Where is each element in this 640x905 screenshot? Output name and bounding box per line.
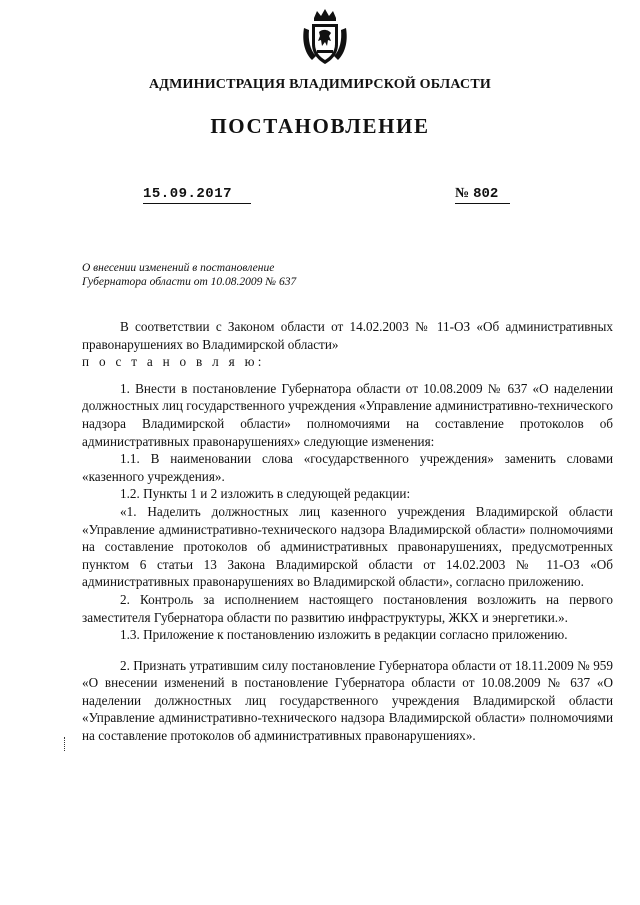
decree-word: п о с т а н о в л я ю: — [82, 354, 265, 370]
document-subject — [82, 261, 402, 289]
paragraph-1-2: 1.2. Пункты 1 и 2 изложить в следующей редакции: — [120, 486, 411, 502]
paragraph-1: 1. Внести в постановление Губернатора области от 10.08.2009 № 637 «О наделении должностных лиц государственного учреждения «Управление административно-технического надзора Владимирской области» полномочиями на составление протоколов об административных правонарушениях» следующие изменения: — [82, 380, 613, 449]
document-date: 15.09.2017 — [143, 186, 251, 204]
subject-line-2: Губернатора области от 10.08.2009 № 637 — [82, 276, 297, 288]
number-value: 802 — [473, 186, 499, 202]
document-body — [82, 318, 613, 745]
preamble-paragraph: В соответствии с Законом области от 14.02.2003 № 11-ОЗ «Об административных правонарушениях во Владимирской области» — [82, 319, 613, 352]
paragraph-1-3: 1.3. Приложение к постановлению изложить в редакции согласно приложению. — [120, 627, 568, 643]
subject-line-1: О внесении изменений в постановление — [82, 262, 275, 274]
margin-mark — [64, 737, 67, 751]
quoted-paragraph-1: «1. Наделить должностных лиц казенного учреждения Владимирской области «Управление административно-технического надзора Владимирской области» полномочиями на составление протоколов об административных правонарушениях, предусмотренных пунктом 6 статьи 13 Закона Владимирской области от 14.02.2003 № 11-ОЗ «Об административных правонарушениях во Владимирской области», согласно приложению. — [82, 503, 613, 590]
coat-of-arms-icon — [300, 8, 350, 68]
number-sign: № — [455, 186, 470, 201]
organization-name: АДМИНИСТРАЦИЯ ВЛАДИМИРСКОЙ ОБЛАСТИ — [148, 77, 491, 92]
paragraph-1-1: 1.1. В наименовании слова «государственного учреждения» заменить словами «казенного учреждения». — [82, 451, 613, 484]
document-type-title: ПОСТАНОВЛЕНИЕ — [210, 114, 430, 138]
paragraph-2: 2. Признать утратившим силу постановление Губернатора области от 18.11.2009 № 959 «О внесении изменений в постановление Губернатора области от 10.08.2009 № 637 «О наделении должностных лиц государственного учреждения Владимирской области «Управление административно-технического надзора Владимирской области» полномочиями на составление протоколов об административных правонарушениях». — [82, 657, 613, 744]
quoted-paragraph-2: 2. Контроль за исполнением настоящего постановления возложить на первого заместителя Губернатора области по развитию инфраструктуры, ЖКХ и энергетики.». — [82, 591, 613, 625]
document-number — [455, 186, 510, 204]
